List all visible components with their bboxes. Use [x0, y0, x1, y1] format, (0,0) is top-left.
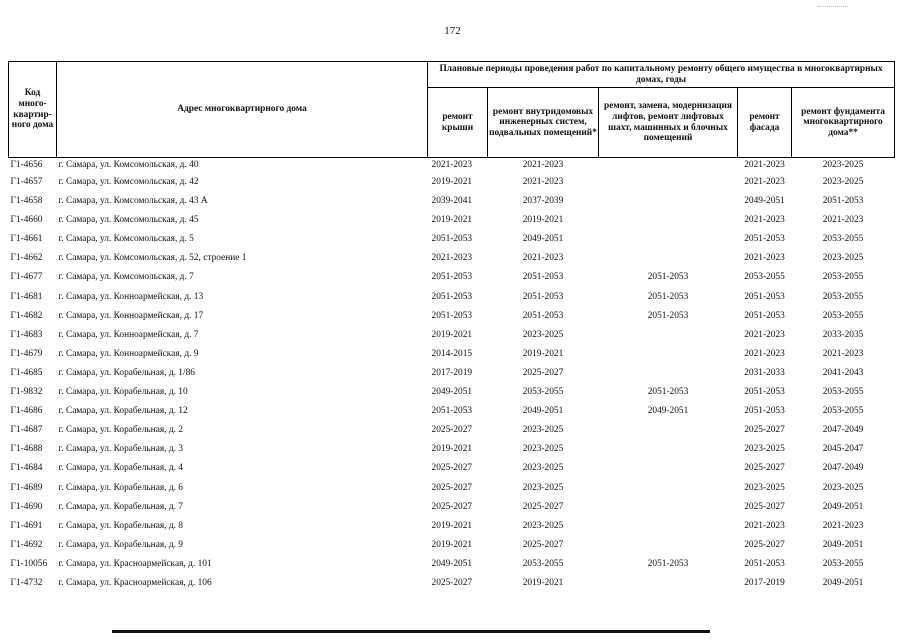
- row-facade-period: 2021-2023: [744, 520, 785, 531]
- row-code: Г1-4662: [10, 253, 43, 264]
- row-address: г. Самара, ул. Корабельная, д. 7: [58, 501, 183, 512]
- row-code: Г1-4679: [10, 348, 43, 359]
- row-facade-period: 2023-2025: [744, 444, 785, 455]
- row-roof-period: 2051-2053: [431, 272, 473, 283]
- row-roof-period: 2019-2021: [431, 539, 473, 550]
- row-foundation-period: 2053-2055: [822, 272, 864, 283]
- row-roof-period: 2017-2019: [431, 367, 473, 378]
- row-elevators-period: 2051-2053: [647, 272, 689, 283]
- row-elevators-period: [599, 574, 738, 593]
- table-row: [9, 249, 895, 268]
- row-foundation-period: 2021-2023: [822, 348, 864, 359]
- row-elevators-period: [599, 459, 738, 478]
- row-elevators-period: [599, 498, 738, 517]
- row-code: Г1-4686: [10, 406, 43, 417]
- row-facade-period: 2025-2027: [744, 463, 785, 474]
- row-roof-period: 2021-2023: [431, 253, 473, 264]
- table-row: [9, 211, 895, 230]
- row-facade-period: 2051-2053: [744, 558, 785, 569]
- row-code: Г1-4692: [10, 539, 43, 550]
- row-systems-period: 2019-2021: [522, 348, 564, 359]
- row-address: г. Самара, ул. Комсомольская, д. 5: [58, 234, 194, 245]
- table-row: [9, 479, 895, 498]
- row-facade-period: 2051-2053: [744, 291, 785, 302]
- table-row: [9, 364, 895, 383]
- table-row: [9, 402, 895, 421]
- table-row: [9, 459, 895, 478]
- scan-artifact: [818, 0, 848, 7]
- row-facade-period: 2021-2023: [744, 253, 785, 264]
- row-systems-period: 2053-2055: [522, 387, 564, 398]
- row-code: Г1-4690: [10, 501, 43, 512]
- row-foundation-period: 2021-2023: [822, 215, 864, 226]
- row-systems-period: 2037-2039: [522, 196, 564, 207]
- row-facade-period: 2051-2053: [744, 406, 785, 417]
- row-elevators-period: [599, 421, 738, 440]
- row-address: г. Самара, ул. Конноармейская, д. 17: [58, 310, 204, 321]
- table-row: [9, 192, 895, 211]
- row-address: г. Самара, ул. Комсомольская, д. 7: [58, 272, 194, 283]
- row-roof-period: 2051-2053: [431, 406, 473, 417]
- row-roof-period: 2019-2021: [431, 329, 473, 340]
- row-roof-period: 2025-2027: [431, 577, 473, 588]
- row-address: г. Самара, ул. Конноармейская, д. 13: [58, 291, 204, 302]
- row-systems-period: 2023-2025: [522, 482, 564, 493]
- table-row: [9, 307, 895, 326]
- header-facade: ремонт фасада: [738, 88, 792, 158]
- row-elevators-period: [599, 440, 738, 459]
- row-facade-period: 2051-2053: [744, 234, 785, 245]
- row-foundation-period: 2053-2055: [822, 406, 864, 417]
- table-row: [9, 536, 895, 555]
- row-systems-period: 2021-2023: [522, 177, 564, 187]
- row-systems-period: 2023-2025: [522, 425, 564, 436]
- row-systems-period: 2021-2023: [522, 253, 564, 264]
- row-facade-period: 2023-2025: [744, 482, 785, 493]
- row-foundation-period: 2049-2051: [822, 577, 864, 588]
- row-code: Г1-4684: [10, 463, 43, 474]
- row-address: г. Самара, ул. Комсомольская, д. 40: [58, 160, 199, 170]
- row-facade-period: 2021-2023: [744, 215, 785, 226]
- row-foundation-period: 2021-2023: [822, 520, 864, 531]
- row-systems-period: 2023-2025: [522, 463, 564, 474]
- row-facade-period: 2051-2053: [744, 310, 785, 321]
- row-elevators-period: [599, 173, 738, 192]
- row-systems-period: 2019-2021: [522, 215, 564, 226]
- row-facade-period: 2025-2027: [744, 501, 785, 512]
- row-roof-period: 2014-2015: [431, 348, 473, 359]
- row-elevators-period: [599, 517, 738, 536]
- header-periods-group: Плановые периоды проведения работ по капитальному ремонту общего имущества в многоквартирных домах, годы: [428, 62, 895, 88]
- row-elevators-period: [599, 249, 738, 268]
- header-address: Адрес многоквартирного дома: [57, 62, 428, 158]
- row-elevators-period: 2051-2053: [647, 291, 689, 302]
- table-body: [9, 158, 895, 594]
- table-row: [9, 517, 895, 536]
- row-foundation-period: 2023-2025: [822, 482, 864, 493]
- row-foundation-period: 2023-2025: [822, 160, 864, 170]
- row-code: Г1-9832: [10, 387, 43, 398]
- header-systems: ремонт внутридомовых инженерных систем, подвальных помещений*: [488, 88, 599, 158]
- header-code: Код много-квартир-ного дома: [9, 62, 57, 158]
- row-address: г. Самара, ул. Красноармейская, д. 101: [58, 558, 212, 569]
- row-code: Г1-4687: [10, 425, 43, 436]
- row-address: г. Самара, ул. Конноармейская, д. 7: [58, 329, 199, 340]
- row-address: г. Самара, ул. Корабельная, д. 12: [58, 406, 188, 417]
- capital-repair-table: [8, 61, 895, 593]
- row-foundation-period: 2049-2051: [822, 501, 864, 512]
- row-elevators-period: [599, 536, 738, 555]
- row-roof-period: 2019-2021: [431, 215, 473, 226]
- table-row: [9, 268, 895, 287]
- row-code: Г1-4658: [10, 196, 43, 207]
- row-address: г. Самара, ул. Корабельная, д. 10: [58, 387, 188, 398]
- row-elevators-period: [599, 364, 738, 383]
- row-address: г. Самара, ул. Конноармейская, д. 9: [58, 348, 199, 359]
- row-roof-period: 2019-2021: [431, 520, 473, 531]
- row-facade-period: 2025-2027: [744, 539, 785, 550]
- row-code: Г1-4691: [10, 520, 43, 531]
- row-systems-period: 2025-2027: [522, 501, 564, 512]
- row-address: г. Самара, ул. Комсомольская, д. 52, строение 1: [58, 253, 247, 264]
- row-roof-period: 2039-2041: [431, 196, 473, 207]
- row-roof-period: 2051-2053: [431, 291, 473, 302]
- row-systems-period: 2051-2053: [522, 272, 564, 283]
- table-row: [9, 345, 895, 364]
- page-number: 172: [444, 25, 461, 37]
- row-foundation-period: 2041-2043: [822, 367, 864, 378]
- row-address: г. Самара, ул. Красноармейская, д. 106: [58, 577, 212, 588]
- row-roof-period: 2051-2053: [431, 234, 473, 245]
- row-foundation-period: 2023-2025: [822, 253, 864, 264]
- row-roof-period: 2049-2051: [431, 387, 473, 398]
- row-address: г. Самара, ул. Корабельная, д. 1/86: [58, 367, 195, 378]
- row-facade-period: 2021-2023: [744, 160, 785, 170]
- table-row: [9, 574, 895, 593]
- row-elevators-period: [599, 158, 738, 174]
- row-roof-period: 2021-2023: [431, 160, 473, 170]
- row-foundation-period: 2053-2055: [822, 387, 864, 398]
- row-foundation-period: 2033-2035: [822, 329, 864, 340]
- row-code: Г1-4682: [10, 310, 43, 321]
- row-systems-period: 2053-2055: [522, 558, 564, 569]
- row-elevators-period: [599, 479, 738, 498]
- row-elevators-period: 2051-2053: [647, 387, 689, 398]
- row-foundation-period: 2047-2049: [822, 463, 864, 474]
- row-systems-period: 2023-2025: [522, 329, 564, 340]
- table-row: [9, 421, 895, 440]
- row-foundation-period: 2053-2055: [822, 310, 864, 321]
- row-code: Г1-4683: [10, 329, 43, 340]
- row-address: г. Самара, ул. Комсомольская, д. 42: [58, 177, 199, 187]
- row-facade-period: 2017-2019: [744, 577, 785, 588]
- row-code: Г1-4660: [10, 215, 43, 226]
- row-facade-period: 2053-2055: [744, 272, 785, 283]
- row-code: Г1-4656: [10, 160, 43, 170]
- row-systems-period: 2051-2053: [522, 310, 564, 321]
- table-row: [9, 498, 895, 517]
- row-elevators-period: [599, 230, 738, 249]
- row-roof-period: 2019-2021: [431, 444, 473, 455]
- row-elevators-period: [599, 326, 738, 345]
- table-row: [9, 288, 895, 307]
- row-facade-period: 2021-2023: [744, 329, 785, 340]
- bottom-rule: [112, 630, 710, 633]
- row-systems-period: 2023-2025: [522, 520, 564, 531]
- row-elevators-period: 2049-2051: [647, 406, 689, 417]
- row-code: Г1-4689: [10, 482, 43, 493]
- row-address: г. Самара, ул. Корабельная, д. 3: [58, 444, 183, 455]
- row-foundation-period: 2053-2055: [822, 234, 864, 245]
- row-systems-period: 2023-2025: [522, 444, 564, 455]
- table-row: [9, 440, 895, 459]
- row-roof-period: 2051-2053: [431, 310, 473, 321]
- row-roof-period: 2025-2027: [431, 425, 473, 436]
- row-facade-period: 2021-2023: [744, 177, 785, 187]
- header-elevators: ремонт, замена, модернизация лифтов, ремонт лифтовых шахт, машинных и блочных помещений: [599, 88, 738, 158]
- row-elevators-period: 2051-2053: [647, 558, 689, 569]
- row-code: Г1-4681: [10, 291, 43, 302]
- table-row: [9, 555, 895, 574]
- row-address: г. Самара, ул. Корабельная, д. 2: [58, 425, 183, 436]
- row-code: Г1-4657: [10, 177, 43, 187]
- row-systems-period: 2051-2053: [522, 291, 564, 302]
- row-systems-period: 2049-2051: [522, 406, 564, 417]
- table-row: [9, 326, 895, 345]
- row-address: г. Самара, ул. Комсомольская, д. 45: [58, 215, 199, 226]
- row-foundation-period: 2047-2049: [822, 425, 864, 436]
- row-roof-period: 2049-2051: [431, 558, 473, 569]
- row-address: г. Самара, ул. Корабельная, д. 6: [58, 482, 183, 493]
- row-code: Г1-4685: [10, 367, 43, 378]
- row-foundation-period: 2053-2055: [822, 291, 864, 302]
- row-foundation-period: 2045-2047: [822, 444, 864, 455]
- row-address: г. Самара, ул. Комсомольская, д. 43 А: [58, 196, 208, 207]
- row-foundation-period: 2023-2025: [822, 177, 864, 187]
- row-code: Г1-10056: [10, 558, 48, 569]
- table-row: [9, 173, 895, 192]
- row-facade-period: 2051-2053: [744, 387, 785, 398]
- row-elevators-period: [599, 192, 738, 211]
- row-address: г. Самара, ул. Корабельная, д. 4: [58, 463, 183, 474]
- row-facade-period: 2031-2033: [744, 367, 785, 378]
- row-systems-period: 2019-2021: [522, 577, 564, 588]
- header-foundation: ремонт фундамента многоквартирного дома**: [792, 88, 895, 158]
- row-address: г. Самара, ул. Корабельная, д. 9: [58, 539, 183, 550]
- row-roof-period: 2025-2027: [431, 501, 473, 512]
- row-roof-period: 2019-2021: [431, 177, 473, 187]
- row-code: Г1-4732: [10, 577, 43, 588]
- table-row: [9, 158, 895, 174]
- row-facade-period: 2025-2027: [744, 425, 785, 436]
- row-systems-period: 2025-2027: [522, 539, 564, 550]
- row-foundation-period: 2051-2053: [822, 196, 864, 207]
- table-row: [9, 383, 895, 402]
- row-facade-period: 2021-2023: [744, 348, 785, 359]
- row-foundation-period: 2049-2051: [822, 539, 864, 550]
- row-systems-period: 2025-2027: [522, 367, 564, 378]
- row-foundation-period: 2053-2055: [822, 558, 864, 569]
- row-systems-period: 2049-2051: [522, 234, 564, 245]
- row-elevators-period: 2051-2053: [647, 310, 689, 321]
- table-row: [9, 230, 895, 249]
- row-systems-period: 2021-2023: [522, 160, 564, 170]
- row-code: Г1-4688: [10, 444, 43, 455]
- row-code: Г1-4661: [10, 234, 43, 245]
- row-address: г. Самара, ул. Корабельная, д. 8: [58, 520, 183, 531]
- row-code: Г1-4677: [10, 272, 43, 283]
- row-facade-period: 2049-2051: [744, 196, 785, 207]
- row-roof-period: 2025-2027: [431, 482, 473, 493]
- row-elevators-period: [599, 345, 738, 364]
- row-elevators-period: [599, 211, 738, 230]
- header-roof: ремонт крыши: [428, 88, 488, 158]
- row-roof-period: 2025-2027: [431, 463, 473, 474]
